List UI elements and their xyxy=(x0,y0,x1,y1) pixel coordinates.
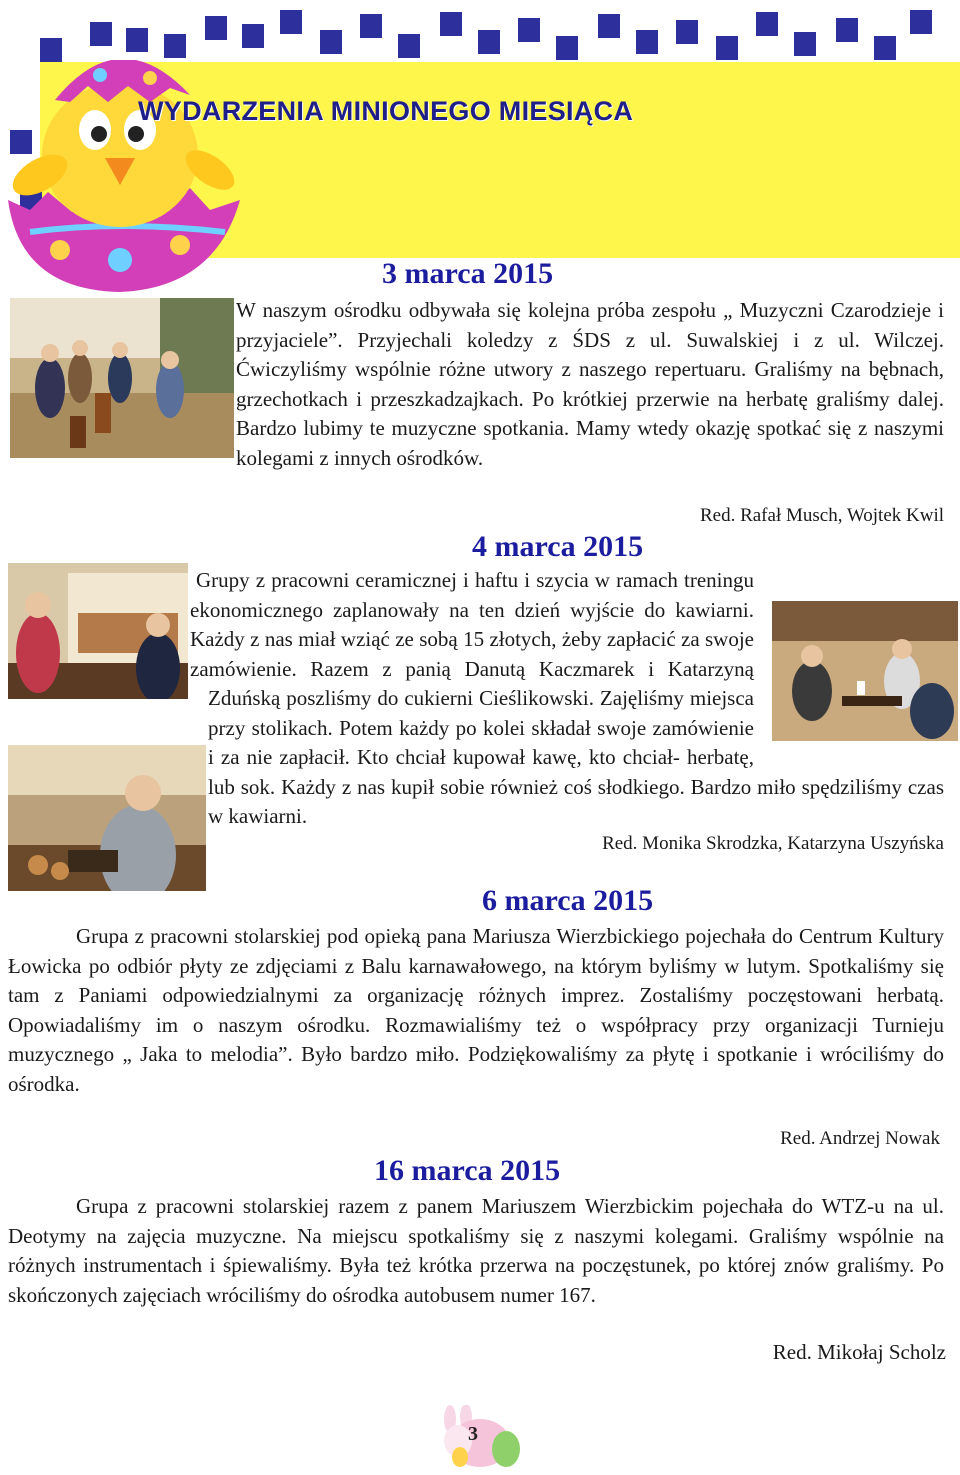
float-spacer xyxy=(8,566,190,712)
page-title: WYDARZENIA MINIONEGO MIESIĄCA xyxy=(138,96,634,126)
section-date: 6 marca 2015 xyxy=(482,884,654,917)
page-number: 3 xyxy=(468,1423,478,1445)
float-spacer xyxy=(8,742,208,882)
section-text: Grupa z pracowni stolarskiej pod opieką pana Mariusza Wierzbickiego pojechała do Centrum Kultury Łowicka po odbiór płyty ze zdjęciami z Balu karnawałowego, na którym byliśmy w lutym. Spotkaliśmy się tam z Paniami odpowiedzialnymi za organizację różnych imprez. Zostaliśmy poczęstowani herbatą. Opowiadaliśmy im o naszym ośrodku. Rozmawialiśmy też o współpracy przy organizacji Turnieju muzycznego „ Jaka to melodia”. Było bardzo miło. Podziękowaliśmy za płytę i spotkanie i wróciliśmy do ośrodka. xyxy=(8,924,944,1096)
float-spacer xyxy=(8,296,236,476)
footer xyxy=(430,1405,530,1470)
section-text: Grupa z pracowni stolarskiej razem z panem Mariuszem Wierzbickim pojechała do WTZ-u na ul. Deotymy na zajęcia muzyczne. Na miejscu spotkaliśmy się z naszymi kolegami. Graliśmy wspólnie na różnych instrumentach i śpiewaliśmy. Była też krótka przerwa na poczęstunek, po której znów graliśmy. Po skończonych zajęciach wróciliśmy do ośrodka autobusem numer 167. xyxy=(8,1194,944,1307)
section-credit: Red. Rafał Musch, Wojtek Kwil xyxy=(699,505,944,526)
easter-bunny-egg-icon xyxy=(430,1405,530,1470)
float-spacer xyxy=(754,596,944,746)
section-date: 3 marca 2015 xyxy=(382,257,554,290)
section-text: Grupy z pracowni ceramicznej i haftu i szycia w ramach treningu ekonomicznego zaplanowały na ten dzień wyjście do kawiarni. Każdy z nas miał wziąć ze sobą 15 złotych, żeby zapłacić za swoje zamówienie. Razem z panią Danutą Kaczmarek i Katarzyną Zduńską poszliśmy do cukierni Cieślikowski. Zajęliśmy miejsca przy stolikach. Potem każdy po kolei składał swoje zamówienie i za nie zapłacił. Kto chciał kupował kawę, kto chciał- herbatę, lub sok. Każdy z nas kupił sobie również coś słodkiego. Bardzo miło spędziliśmy czas w kawiarni. xyxy=(8,566,944,882)
section-date: 4 marca 2015 xyxy=(472,530,644,563)
section-date: 16 marca 2015 xyxy=(374,1154,561,1187)
section-credit: Red. Monika Skrodzka, Katarzyna Uszyńska xyxy=(602,833,944,854)
section-credit: Red. Mikołaj Scholz xyxy=(772,1340,946,1364)
section-credit: Red. Andrzej Nowak xyxy=(780,1128,940,1149)
section-text: W naszym ośrodku odbywała się kolejna próba zespołu „ Muzyczni Czarodzieje i przyjaciele”. Przyjechali koledzy z ŚDS z ul. Suwalskiej i z ul. Wilczej. Ćwiczyliśmy wspólnie różne utwory z naszego repertuaru. Graliśmy na bębnach, grzechotkach i przeszkadzajkach. Po krótkiej przerwie na herbatę graliśmy dalej. Bardzo lubimy te muzyczne spotkania. Mamy wtedy okazję spotkać się z naszymi kolegami z innych ośrodków. xyxy=(8,296,944,476)
